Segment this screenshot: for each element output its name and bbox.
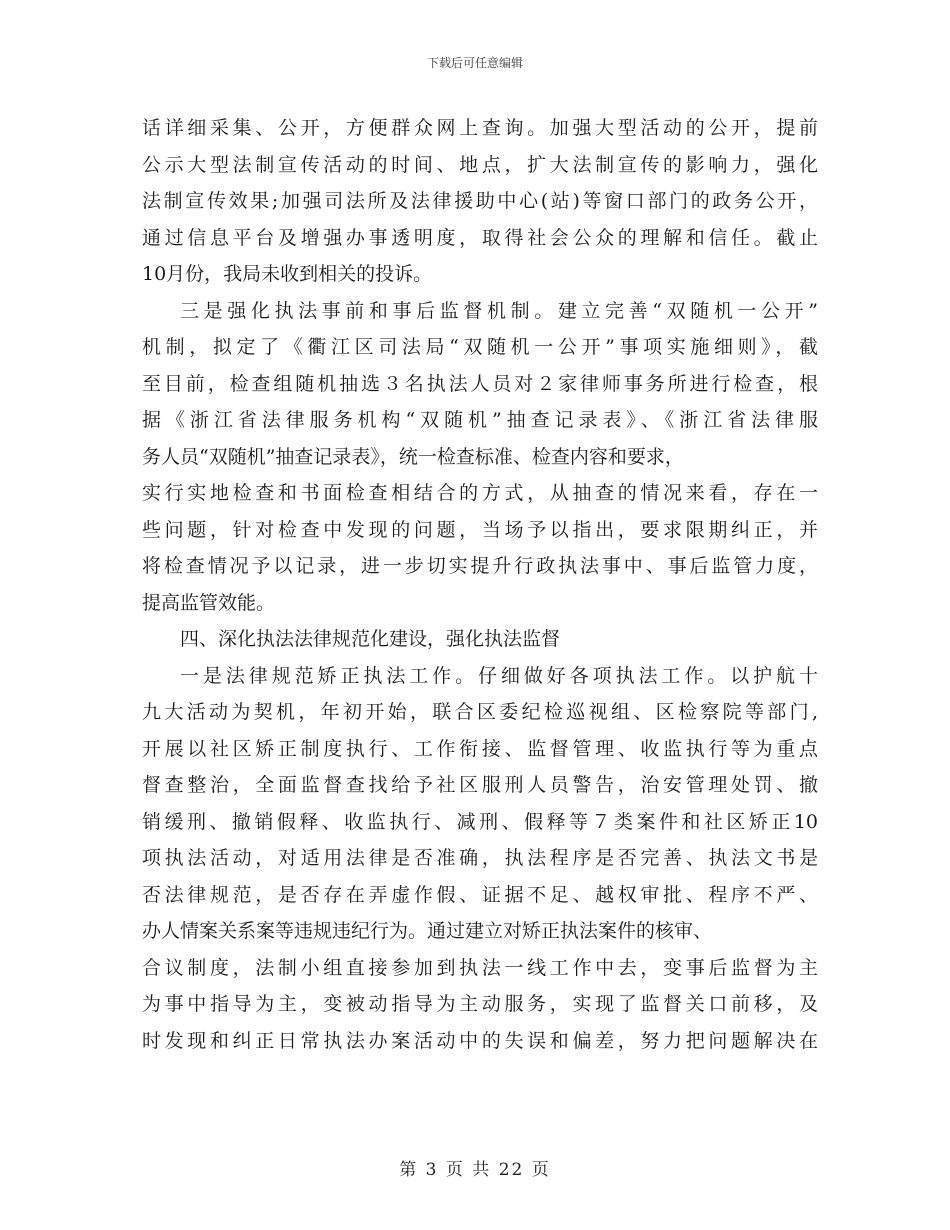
text-line: 销缓刑、撤销假释、收监执行、减刑、假释等７类案件和社区矫正10 [142,810,818,833]
page-footer: 第 3 页 共 22 页 [399,1160,551,1180]
text-line: 四、深化执法法律规范化建设，强化执法监督 [180,628,561,650]
text-line: 为事中指导为主，变被动指导为主动服务，实现了监督关口前移，及 [142,993,818,1015]
text-line: 三是强化执法事前和事后监督机制。建立完善“双随机一公开” [180,299,818,322]
page-header: 下载后可任意编辑 [426,56,523,70]
text-line: 话详细采集、公开，方便群众网上查询。加强大型活动的公开，提前 [142,117,818,139]
text-line: 否法律规范，是否存在弄虚作假、证据不足、越权审批、程序不严、 [142,883,818,906]
text-line: 时发现和纠正日常执法办案活动中的失误和偏差，努力把问题解决在 [142,1029,818,1052]
text-line: 合议制度，法制小组直接参加到执法一线工作中去，变事后监督为主 [142,956,818,979]
text-line: 据《浙江省法律服务机构“双随机”抽查记录表》、《浙江省法律服 [142,409,818,431]
text-line: 10月份，我局未收到相关的投诉。 [142,263,433,285]
text-line: 督查整治，全面监督查找给予社区服刑人员警告，治安管理处罚、撤 [142,774,818,796]
text-line: 一是法律规范矫正执法工作。仔细做好各项执法工作。以护航十 [180,664,818,687]
document-body [142,110,818,1059]
text-line: 实行实地检查和书面检查相结合的方式，从抽查的情况来看，存在一 [142,482,818,504]
text-line: 项执法活动，对适用法律是否准确，执法程序是否完善、执法文书是 [142,847,818,869]
text-line: 通过信息平台及增强办事透明度，取得社会公众的理解和信任。截止 [142,226,818,249]
text-line: 将检查情况予以记录，进一步切实提升行政执法事中、事后监管力度， [142,555,818,577]
text-line: 至目前，检查组随机抽选３名执法人员对２家律师事务所进行检查，根 [142,372,818,395]
text-line: 办人情案关系案等违规违纪行为。通过建立对矫正执法案件的核审、 [142,920,713,942]
text-line: 提高监管效能。 [142,591,276,614]
text-line: 公示大型法制宣传活动的时间、地点，扩大法制宣传的影响力，强化 [142,153,818,176]
text-line: 机制，拟定了《衢江区司法局“双随机一公开”事项实施细则》，截 [142,336,818,358]
text-line: 开展以社区矫正制度执行、工作衔接、监督管理、收监执行等为重点 [142,737,818,760]
text-line: 些问题，针对检查中发现的问题，当场予以指出，要求限期纠正，并 [142,518,818,541]
text-line: 九大活动为契机，年初开始，联合区委纪检巡视组、区检察院等部门, [142,701,818,723]
text-line: 务人员“双随机”抽查记录表》，统一检查标准、检查内容和要求， [142,445,684,468]
text-line: 法制宣传效果;加强司法所及法律援助中心(站)等窗口部门的政务公开， [142,190,818,212]
